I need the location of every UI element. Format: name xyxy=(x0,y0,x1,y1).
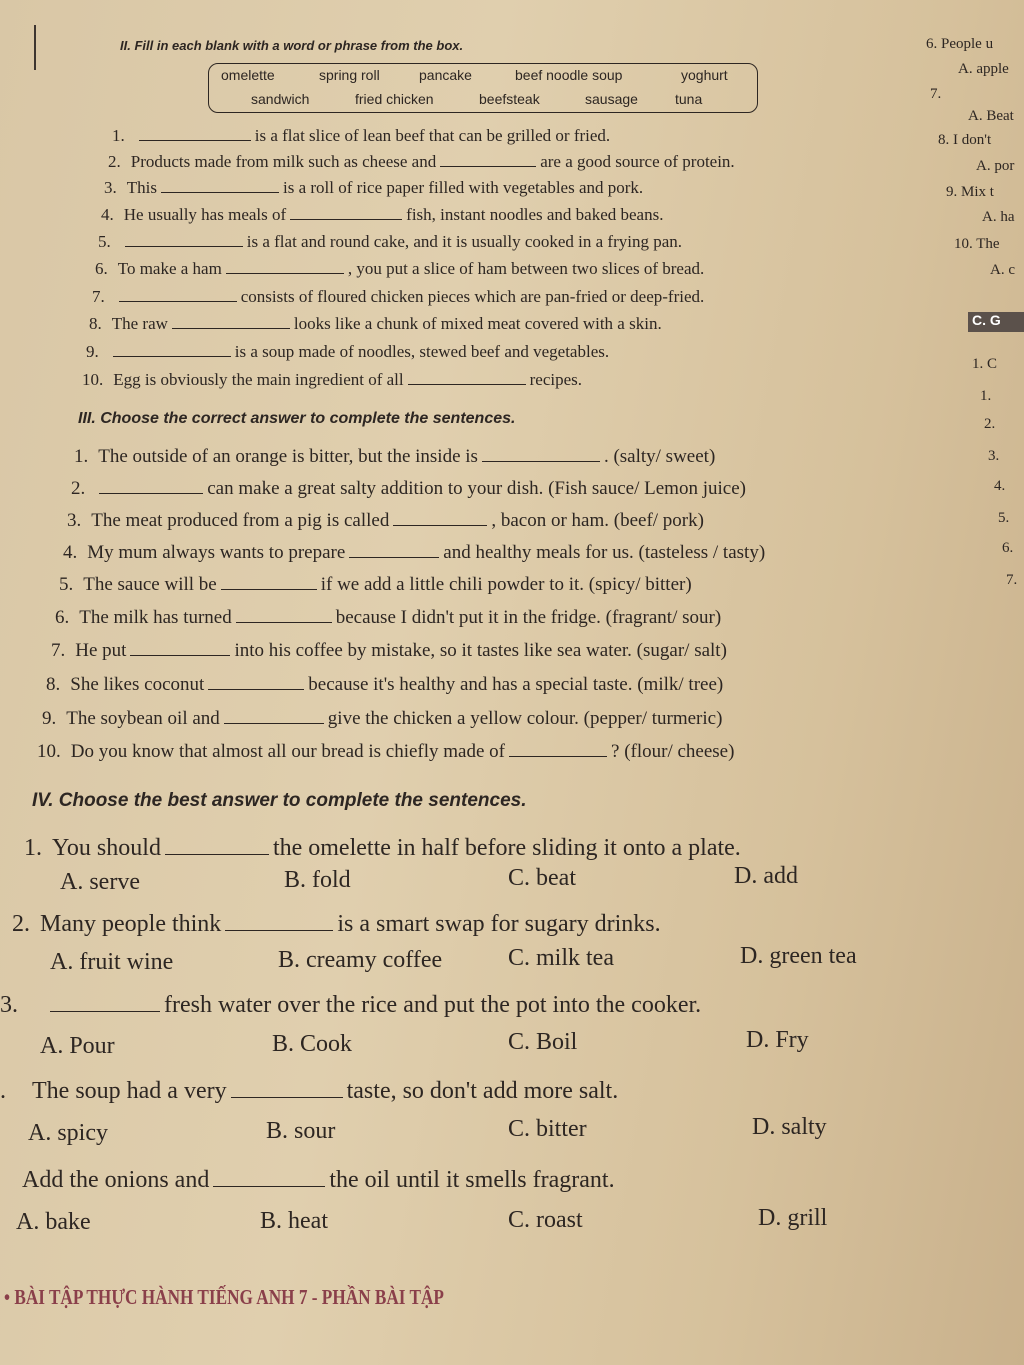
right-column-text: 6. xyxy=(1002,540,1014,556)
answer-blank[interactable] xyxy=(99,474,203,494)
answer-blank[interactable] xyxy=(482,442,600,462)
right-column-text: A. ha xyxy=(982,209,1015,225)
section-4-item: 2. Many people think is a smart swap for sugary drinks. xyxy=(12,906,661,938)
section-3-item: 8. She likes coconut because it's healthy and has a special taste. (milk/ tree) xyxy=(46,670,723,696)
section-3-item: 3. The meat produced from a pig is called , bacon or ham. (beef/ pork) xyxy=(67,506,704,532)
word-box-item: fried chicken xyxy=(355,91,434,107)
answer-blank[interactable] xyxy=(130,636,230,656)
section-4-item: Add the onions and the oil until it smells fragrant. xyxy=(22,1162,615,1194)
section-3-item: 9. The soybean oil and give the chicken a yellow colour. (pepper/ turmeric) xyxy=(42,704,722,730)
option-a[interactable]: A. Pour xyxy=(40,1033,115,1059)
section-2-item: 2. Products made from milk such as cheese and are a good source of protein. xyxy=(108,149,735,172)
section-3-item: 5. The sauce will be if we add a little chili powder to it. (spicy/ bitter) xyxy=(59,570,692,596)
section-3-item: 2. can make a great salty addition to your dish. (Fish sauce/ Lemon juice) xyxy=(71,474,746,500)
answer-blank[interactable] xyxy=(172,311,290,329)
option-c[interactable]: C. roast xyxy=(508,1207,583,1233)
word-box xyxy=(208,63,758,113)
right-column-text: 2. xyxy=(984,416,996,432)
answer-blank[interactable] xyxy=(440,149,536,167)
answer-blank[interactable] xyxy=(226,256,344,274)
section-4-item: . The soup had a very taste, so don't add more salt. xyxy=(0,1073,618,1105)
section-2-item: 8. The raw looks like a chunk of mixed meat covered with a skin. xyxy=(89,311,662,334)
right-column-text: 5. xyxy=(998,510,1010,526)
answer-blank[interactable] xyxy=(119,284,237,302)
option-d[interactable]: D. Fry xyxy=(746,1027,809,1053)
section-3-item: 6. The milk has turned because I didn't put it in the fridge. (fragrant/ sour) xyxy=(55,603,721,629)
section-2-heading: II. Fill in each blank with a word or phrase from the box. xyxy=(120,38,464,53)
word-box-item: tuna xyxy=(675,91,703,107)
answer-blank[interactable] xyxy=(224,704,324,724)
answer-blank[interactable] xyxy=(113,339,231,357)
option-d[interactable]: D. salty xyxy=(752,1114,827,1140)
word-box-item: pancake xyxy=(419,67,472,83)
right-column-text: 9. Mix t xyxy=(946,184,994,200)
book-footer: • BÀI TẬP THỰC HÀNH TIẾNG ANH 7 - PHẦN BÀI TẬP xyxy=(4,1285,444,1309)
answer-blank[interactable] xyxy=(125,229,243,247)
option-d[interactable]: D. add xyxy=(734,863,798,889)
section-2-item: 7. consists of floured chicken pieces which are pan-fried or deep-fried. xyxy=(92,284,704,307)
option-a[interactable]: A. bake xyxy=(16,1209,91,1235)
option-a[interactable]: A. serve xyxy=(60,869,140,895)
answer-key-badge: C. G xyxy=(968,312,1024,332)
answer-blank[interactable] xyxy=(509,737,607,757)
answer-blank[interactable] xyxy=(50,987,160,1012)
option-b[interactable]: B. sour xyxy=(266,1118,336,1144)
section-2-item: 10. Egg is obviously the main ingredient of all recipes. xyxy=(82,367,582,390)
word-box-item: spring roll xyxy=(319,67,380,83)
section-2-item: 9. is a soup made of noodles, stewed beef and vegetables. xyxy=(86,339,609,362)
option-a[interactable]: A. spicy xyxy=(28,1120,108,1146)
answer-blank[interactable] xyxy=(213,1162,325,1187)
section-3-item: 1. The outside of an orange is bitter, but the inside is . (salty/ sweet) xyxy=(74,442,715,468)
section-4-item: 1. You should the omelette in half before sliding it onto a plate. xyxy=(24,830,741,862)
option-b[interactable]: B. heat xyxy=(260,1208,328,1234)
word-box-item: sausage xyxy=(585,91,638,107)
answer-blank[interactable] xyxy=(208,670,304,690)
answer-blank[interactable] xyxy=(139,123,251,141)
word-box-item: beefsteak xyxy=(479,91,540,107)
answer-blank[interactable] xyxy=(349,538,439,558)
answer-blank[interactable] xyxy=(290,202,402,220)
right-column-text: 10. The xyxy=(954,236,1000,252)
page-fold-mark xyxy=(34,25,36,70)
answer-blank[interactable] xyxy=(408,367,526,385)
right-column-text: A. apple xyxy=(958,61,1009,77)
option-b[interactable]: B. Cook xyxy=(272,1031,353,1057)
right-column-text: 7. xyxy=(930,86,942,102)
option-a[interactable]: A. fruit wine xyxy=(50,949,174,975)
section-2-item: 5. is a flat and round cake, and it is usually cooked in a frying pan. xyxy=(98,229,682,252)
option-c[interactable]: C. bitter xyxy=(508,1116,587,1142)
right-column-text: A. Beat xyxy=(968,108,1014,124)
option-b[interactable]: B. fold xyxy=(284,867,351,893)
option-d[interactable]: D. grill xyxy=(758,1205,828,1231)
right-column-text: 1. C xyxy=(972,356,998,372)
right-column-text: 7. xyxy=(1006,572,1018,588)
right-column-text: A. por xyxy=(976,158,1015,174)
section-3-item: 10. Do you know that almost all our bread is chiefly made of ? (flour/ cheese) xyxy=(37,737,734,763)
answer-blank[interactable] xyxy=(221,570,317,590)
right-column-text: 1. xyxy=(980,388,992,404)
section-4-heading: IV. Choose the best answer to complete the sentences. xyxy=(32,790,527,811)
right-column-text: A. c xyxy=(990,262,1015,278)
answer-blank[interactable] xyxy=(165,830,269,855)
section-2-item: 6. To make a ham , you put a slice of ham between two slices of bread. xyxy=(95,256,704,279)
answer-blank[interactable] xyxy=(393,506,487,526)
word-box-item: omelette xyxy=(221,67,275,83)
section-2-item: 4. He usually has meals of fish, instant noodles and baked beans. xyxy=(101,202,663,225)
answer-blank[interactable] xyxy=(225,906,333,931)
answer-blank[interactable] xyxy=(236,603,332,623)
section-2-item: 3. This is a roll of rice paper filled with vegetables and pork. xyxy=(104,175,643,198)
option-c[interactable]: C. beat xyxy=(508,865,576,891)
option-c[interactable]: C. milk tea xyxy=(508,945,614,971)
right-column-text: 8. I don't xyxy=(938,132,992,148)
section-3-heading: III. Choose the correct answer to complete the sentences. xyxy=(78,410,516,427)
option-d[interactable]: D. green tea xyxy=(740,943,857,969)
section-4-item: 3. fresh water over the rice and put the pot into the cooker. xyxy=(0,987,701,1019)
right-column-text: 4. xyxy=(994,478,1006,494)
section-2-item: 1. is a flat slice of lean beef that can be grilled or fried. xyxy=(112,123,610,146)
option-b[interactable]: B. creamy coffee xyxy=(278,947,443,973)
right-column-text: 6. People u xyxy=(926,36,994,52)
option-c[interactable]: C. Boil xyxy=(508,1029,578,1055)
word-box-item: sandwich xyxy=(251,91,310,107)
right-column-text: 3. xyxy=(988,448,1000,464)
section-3-item: 4. My mum always wants to prepare and healthy meals for us. (tasteless / tasty) xyxy=(63,538,765,564)
word-box-item: yoghurt xyxy=(681,67,728,83)
answer-blank[interactable] xyxy=(161,175,279,193)
section-3-item: 7. He put into his coffee by mistake, so it tastes like sea water. (sugar/ salt) xyxy=(51,636,727,662)
word-box-item: beef noodle soup xyxy=(515,67,623,83)
answer-blank[interactable] xyxy=(231,1073,343,1098)
